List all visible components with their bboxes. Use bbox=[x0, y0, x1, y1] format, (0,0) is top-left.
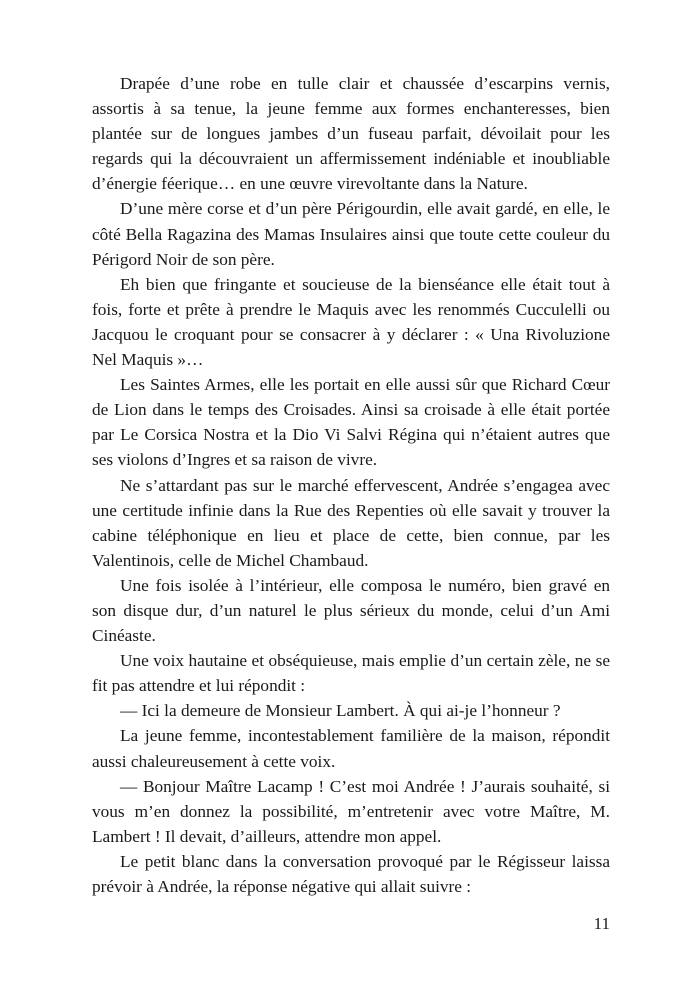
page-number: 11 bbox=[593, 914, 610, 933]
paragraph-3: Eh bien que fringante et soucieuse de la bienséance elle était tout à fois, forte et prête à prendre le Maquis avec les renommés Cucculelli ou Jacquou le croquant pour se consacrer à y déclarer : « Una Rivoluzione Nel Maquis »… bbox=[92, 274, 610, 370]
body-text bbox=[92, 71, 610, 899]
paragraph-7: Une voix hautaine et obséquieuse, mais emplie d’un certain zèle, ne se fit pas attendre et lui répondit : bbox=[92, 651, 610, 696]
paragraph-2: D’une mère corse et d’un père Périgourdin, elle avait gardé, en elle, le côté Bella Ragazina des Mamas Insulaires ainsi que toute cette couleur du Périgord Noir de son père. bbox=[92, 199, 610, 269]
paragraph-4: Les Saintes Armes, elle les portait en elle aussi sûr que Richard Cœur de Lion dans le temps des Croisades. Ainsi sa croisade à elle était portée par Le Corsica Nostra et la Dio Vi Salvi Régina qui n’étaient autres que ses violons d’Ingres et sa raison de vivre. bbox=[92, 375, 610, 470]
dialogue-line-2: — Bonjour Maître Lacamp ! C’est moi Andrée ! J’aurais souhaité, si vous m’en donnez la possibilité, m’entretenir avec votre Maître, M. Lambert ! Il devait, d’ailleurs, attendre mon appel. bbox=[92, 776, 610, 846]
paragraph-6: Une fois isolée à l’intérieur, elle composa le numéro, bien gravé en son disque dur, d’un naturel le plus sérieux du monde, celui d’un Ami Cinéaste. bbox=[92, 575, 610, 646]
paragraph-11: Le petit blanc dans la conversation provoqué par le Régisseur laissa prévoir à Andrée, la réponse négative qui allait suivre : bbox=[92, 851, 610, 896]
paragraph-5: Ne s’attardant pas sur le marché effervescent, Andrée s’engagea avec une certitude infinie dans la Rue des Repenties où elle savait y trouver la cabine téléphonique en lieu et place de cette, bien connue, par les Valentinois, celle de Michel Chambaud. bbox=[92, 475, 610, 570]
paragraph-1: Drapée d’une robe en tulle clair et chaussée d’escarpins vernis, assortis à sa tenue, la jeune femme aux formes enchanteresses, bien plantée sur de longues jambes d’un fuseau parfait, dévoilait pour les regards qui la découvraient un affermissement indéniable et inoubliable d’énergie féerique… en une œuvre virevoltante dans la Nature. bbox=[92, 74, 610, 194]
paragraph-9: La jeune femme, incontestablement familière de la maison, répondit aussi chaleureusement à cette voix. bbox=[92, 726, 610, 771]
dialogue-line-1: — Ici la demeure de Monsieur Lambert. À qui ai-je l’honneur ? bbox=[120, 701, 561, 721]
